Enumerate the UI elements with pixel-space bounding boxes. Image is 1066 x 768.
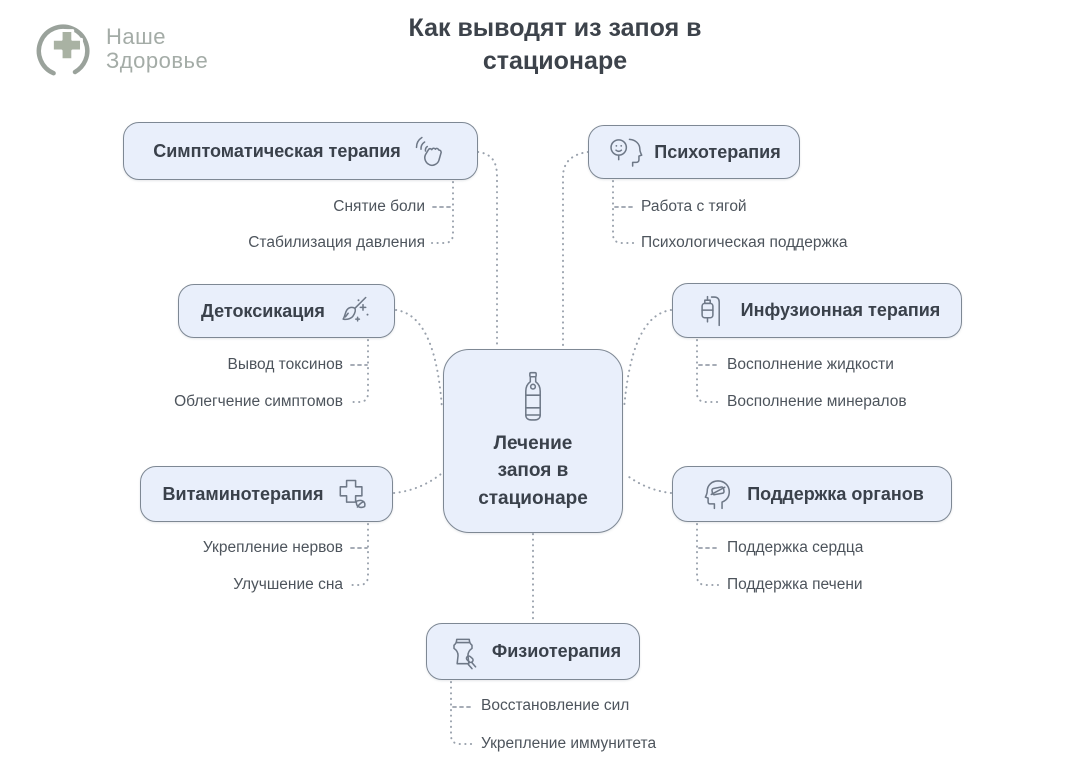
stem-psychotherapy — [613, 181, 634, 243]
page-title-line-1: Как выводят из запоя в — [408, 14, 702, 42]
sub-item-craving-work: Работа с тягой — [641, 198, 747, 215]
medical-cross-circle-icon — [34, 18, 96, 80]
stem-symptomatic — [432, 182, 453, 243]
node-infusion-therapy — [672, 283, 962, 338]
logo-line-2: Здоровье — [106, 48, 209, 73]
node-organ-support-label: Поддержка органов — [747, 483, 924, 504]
head-smiley-icon — [607, 134, 643, 170]
connector-symptomatic-center — [478, 152, 497, 348]
node-organ-support — [672, 466, 952, 522]
center-label-line-3: стационаре — [478, 487, 588, 509]
node-symptomatic-therapy — [123, 122, 478, 180]
sub-item-psychological-support: Психологическая поддержка — [641, 234, 848, 251]
stem-infusion — [697, 340, 718, 402]
node-detoxification-label: Детоксикация — [201, 300, 325, 321]
clinic-logo-text — [106, 25, 208, 73]
stem-physio — [451, 682, 472, 744]
node-center-treatment-label — [478, 430, 588, 513]
sub-item-fluid-replenishment: Восполнение жидкости — [727, 356, 894, 373]
torso-massage-icon — [445, 634, 481, 670]
center-label-line-2: запоя в — [497, 460, 569, 482]
trembling-hand-icon — [412, 133, 448, 169]
sub-item-liver-support: Поддержка печени — [727, 576, 863, 593]
page-title-line-2: стационаре — [482, 47, 628, 75]
sub-item-pain-relief: Снятие боли — [333, 198, 425, 215]
broom-sparkles-icon — [336, 293, 372, 329]
logo-line-1: Наше — [106, 24, 167, 50]
sub-item-pressure-stabilization: Стабилизация давления — [248, 234, 425, 251]
node-center-treatment — [443, 349, 623, 533]
node-physiotherapy-label: Физиотерапия — [491, 641, 622, 661]
sub-item-toxin-removal: Вывод токсинов — [227, 356, 343, 373]
connector-detox-center — [396, 310, 442, 409]
node-vitamin-therapy — [140, 466, 393, 522]
stem-organs — [697, 524, 718, 585]
sub-item-nerve-strengthening: Укрепление нервов — [202, 539, 343, 556]
sub-item-sleep-improvement: Улучшение сна — [233, 576, 343, 593]
connector-psychotherapy-center — [563, 152, 588, 348]
bottle-icon — [515, 370, 551, 424]
clinic-logo — [34, 18, 208, 80]
sub-item-symptom-relief: Облегчение симптомов — [174, 393, 343, 410]
connector-vitamin-center — [394, 474, 441, 493]
sub-item-heart-support: Поддержка сердца — [727, 539, 864, 556]
sub-item-immunity-strengthening: Укрепление иммунитета — [481, 735, 657, 752]
center-label-line-1: Лечение — [493, 432, 573, 454]
node-symptomatic-therapy-label: Симптоматическая терапия — [153, 140, 401, 161]
node-psychotherapy — [588, 125, 800, 179]
node-vitamin-therapy-label: Витаминотерапия — [162, 483, 324, 504]
stem-detox — [350, 340, 368, 402]
medical-cross-leaf-icon — [334, 476, 370, 512]
node-physiotherapy — [426, 623, 640, 680]
sub-item-strength-recovery: Восстановление сил — [481, 697, 630, 714]
stem-vitamin — [350, 524, 368, 585]
connector-infusion-center — [624, 310, 671, 409]
node-psychotherapy-label: Психотерапия — [654, 141, 781, 162]
head-battery-icon — [700, 476, 736, 512]
iv-drip-bag-icon — [694, 293, 730, 329]
node-detoxification — [178, 284, 395, 338]
page-title — [330, 12, 780, 78]
node-infusion-therapy-label: Инфузионная терапия — [740, 300, 941, 320]
sub-item-mineral-replenishment: Восполнение минералов — [727, 393, 907, 410]
connector-organs-center — [625, 474, 671, 493]
